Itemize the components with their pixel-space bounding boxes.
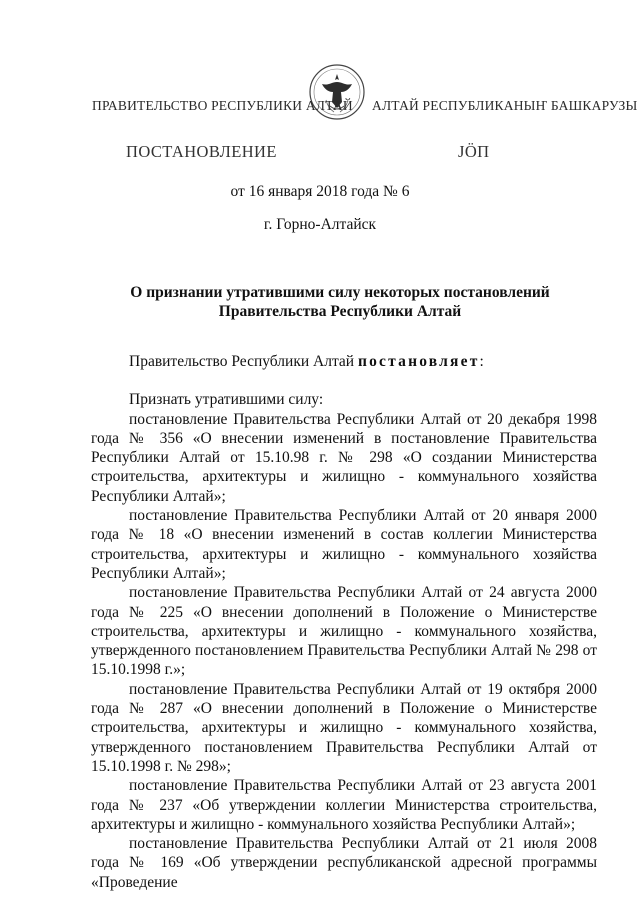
header-left-title: ПРАВИТЕЛЬСТВО РЕСПУБЛИКИ АЛТАЙ xyxy=(92,98,353,113)
document-date-line: от 16 января 2018 года № 6 xyxy=(230,183,410,200)
resolution-lead xyxy=(91,352,597,371)
title-line-2: Правительства Республики Алтай xyxy=(218,303,462,320)
repealed-item: постановление Правительства Республики Алтай от 24 августа 2000 года № 225 «О внесении дополнений в Положение о Министерстве строительства, архитектуры и жилищно - коммунального хозяйства, утвержденного постановлением Правительства Республики Алтай № 298 от 15.10.1998 г.»; xyxy=(91,584,597,679)
document-city: г. Горно-Алтайск xyxy=(263,216,377,233)
title-line-1: О признании утратившими силу некоторых постановлений xyxy=(130,284,550,301)
header-right-title: АЛТАЙ РЕСПУБЛИКАНЫҤ БАШКАРУЗЫ xyxy=(372,98,638,113)
repealed-item: постановление Правительства Республики Алтай от 20 декабря 1998 года № 356 «О внесении изменений в постановление Правительства Республики Алтай от 15.10.98 г. № 298 «О создании Министерства строительства, архитектуры и жилищно - коммунального хозяйства Республики Алтай»; xyxy=(91,410,597,505)
repealed-item: постановление Правительства Республики Алтай от 23 августа 2001 года № 237 «Об утверждении коллегии Министерства строительства, архитектуры и жилищно - коммунального хозяйства Республики Алтай»; xyxy=(91,777,597,833)
resolution-intro: Признать утратившими силу: xyxy=(129,391,324,409)
lead-suffix: : xyxy=(479,353,484,370)
document-title xyxy=(100,283,580,321)
coat-of-arms-emblem xyxy=(308,60,366,124)
doc-type-label-altai: ЈӦП xyxy=(458,142,490,161)
document-body xyxy=(91,352,597,892)
repealed-item: постановление Правительства Республики Алтай от 20 января 2000 года № 18 «О внесении изменений в состав коллегии Министерства строительства, архитектуры и жилищно - коммунального хозяйства Республики Алтай»; xyxy=(91,507,597,582)
repealed-item: постановление Правительства Республики Алтай от 19 октября 2000 года № 287 «О внесении дополнений в Положение о Министерстве строительства, архитектуры и жилищно - коммунального хозяйства, утвержденного постановлением Правительства Республики Алтай от 15.10.1998 г. № 298»; xyxy=(91,680,597,775)
lead-emphasis: постановляет xyxy=(357,353,480,370)
repealed-item: постановление Правительства Республики Алтай от 21 июля 2008 года № 169 «Об утверждении республиканской адресной программы «Проведение xyxy=(91,835,597,891)
doc-type-label: ПОСТАНОВЛЕНИЕ xyxy=(126,142,277,161)
lead-text: Правительство Республики Алтай xyxy=(129,353,358,370)
